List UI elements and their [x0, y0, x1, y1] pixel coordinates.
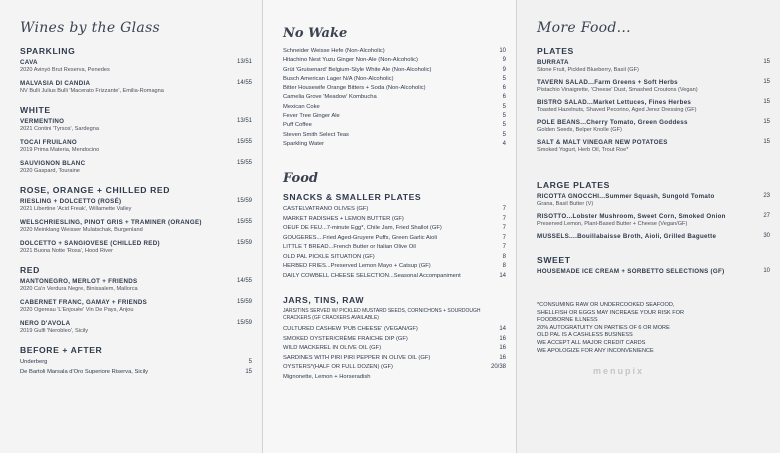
section-large-plates: LARGE PLATES [537, 180, 610, 190]
wine-item: CAVA 2020 Avinyó Brut Reserva, Penedes 13/51 [20, 59, 252, 73]
dish-item: TAVERN SALAD...Farm Greens + Soft Herbs Pistachio Vinaigrette, 'Cheese' Dust, Smashed Croutons (Vegan) 15 [537, 79, 770, 93]
list-item: MARKET RADISHES + LEMON BUTTER (GF) 7 [283, 215, 506, 222]
list-item: LITTLE T BREAD...French Butter or Italian Olive Oil 7 [283, 244, 506, 251]
list-item: Fever Tree Ginger Ale 5 [283, 113, 506, 120]
no-wake-title: No Wake [283, 26, 348, 41]
list-item: CASTELVATRANO OLIVES (GF) 7 [283, 206, 506, 213]
section-white: WHITE [20, 105, 51, 115]
list-item: Underberg 5 [20, 359, 252, 365]
wines-panel [0, 0, 262, 453]
wine-item: SAUVIGNON BLANC 2020 Gaspard, Touraine 15/55 [20, 160, 252, 174]
wine-item: VERMENTINO 2021 Contini 'Tyrsos', Sardegna 13/51 [20, 118, 252, 132]
list-item: Grüt 'Gruisenard' Belgium-Style White Ale (Non-Alcoholic) 9 [283, 66, 506, 73]
list-item: GOUGERES....Fried Aged-Gruyere Puffs, Green Garlic Aioli 7 [283, 234, 506, 241]
wine-item: MALVASIA DI CANDIA NV Bulli Julius Bulli 'Macerato Frizzante', Emilia-Romagna 14/55 [20, 80, 252, 94]
dish-item: HOUSEMADE ICE CREAM + SORBETTO SELECTIONS (GF) 10 [537, 268, 770, 275]
list-item: De Bartoli Marsala d'Oro Superiore Riserva, Sicily 15 [20, 368, 252, 375]
wine-item: WELSCHRIESLING, PINOT GRIS + TRAMINER (ORANGE) 2020 Meinklang Weisser Mulatschak, Burgenland 15/55 [20, 219, 252, 233]
list-item: Steven Smith Select Teas 5 [283, 131, 506, 138]
dish-item: RICOTTA GNOCCHI...Summer Squash, Sungold Tomato Grana, Basil Butter (V) 23 [537, 193, 770, 207]
food-title: Food [283, 171, 318, 187]
wine-item: CABERNET FRANC, GAMAY + FRIENDS 2020 Ogereau 'L'Enjouée' Vin De Pays, Anjou 15/59 [20, 299, 252, 313]
list-item: SARDINES WITH PIRI PIRI PEPPER IN OLIVE OIL (GF) 16 [283, 354, 506, 361]
list-item: SMOKED OYSTER/CRÈME FRAICHE DIP (GF) 16 [283, 335, 506, 342]
list-item: Bitter Housewife Orange Bitters + Soda (Non-Alcoholic) 6 [283, 85, 506, 92]
watermark: menupix [593, 366, 645, 376]
section-sweet: SWEET [537, 255, 571, 265]
list-item: Puff Coffee 5 [283, 122, 506, 129]
wine-item: RIESLING + DOLCETTO (ROSÉ) 2021 Libertine 'Acid Freak', Willamette Valley 15/59 [20, 198, 252, 212]
section-plates: PLATES [537, 46, 574, 56]
list-item: CULTURED CASHEW 'PUB CHEESE' (VEGAN/GF) 14 [283, 326, 506, 333]
list-item: HERBED FRIES...Preserved Lemon Mayo + Catsup (GF) 8 [283, 263, 506, 270]
wines-title: Wines by the Glass [20, 20, 161, 36]
dish-item: RISOTTO...Lobster Mushroom, Sweet Corn, Smoked Onion Preserved Lemon, Plant-Based Butter + Cheese (Vegan/GF) 27 [537, 213, 770, 227]
list-item: OLD PAL PICKLE SITUATION (GF) 8 [283, 253, 506, 260]
jars-subtitle: JARS/TINS SERVED W/ PICKLED MUSTARD SEEDS, CORNICHONS + SOURDOUGH CRACKERS (GF CRACKERS AVAILABLE) [283, 308, 481, 321]
list-item: WILD MACKEREL IN OLIVE OIL (GF) 16 [283, 345, 506, 352]
wine-item: DOLCETTO + SANGIOVESE (CHILLED RED) 2021 Buona Notte 'Rosa', Hood River 15/59 [20, 240, 252, 254]
list-item: Sparkling Water 4 [283, 140, 506, 147]
list-item: OYSTERS*(HALF OR FULL DOZEN) (GF) 20/38 [283, 364, 506, 371]
menu-notes: *CONSUMING RAW OR UNDERCOOKED SEAFOOD, SHELLFISH OR EGGS MAY INCREASE YOUR RISK FOR FOODBORNE ILLNESS 20% AUTOGRATUITY ON PARTIES OF 6 OR MORE OLD PAL IS A CASHLESS BUSINESS WE ACCEPT ALL MAJOR CREDIT CARDS WE APOLOGIZE FOR ANY INCONVENIENCE [537, 302, 685, 354]
list-item: Hitachino Nest Yuzu Ginger Non-Ale (Non-Alcoholic) 9 [283, 57, 506, 64]
dish-item: SALT & MALT VINEGAR NEW POTATOES Smoked Yogurt, Herb Oil, Trout Roe* 15 [537, 139, 770, 153]
list-item: Mexican Coke 5 [283, 103, 506, 110]
drinks-food-panel [262, 0, 517, 453]
no-wake-list [275, 47, 506, 149]
wine-item: TOCAI FRUILANO 2019 Prima Materia, Mendocino 15/55 [20, 139, 252, 153]
more-food-title: More Food... [537, 20, 631, 36]
section-before-after: BEFORE + AFTER [20, 345, 103, 355]
dish-item: POLE BEANS...Cherry Tomato, Green Goddess Golden Seeds, Belper Knolle (GF) 15 [537, 119, 770, 133]
list-item: Mignonette, Lemon + Horseradish [283, 373, 371, 380]
list-item: Busch American Lager N/A (Non-Alcoholic) 5 [283, 75, 506, 82]
list-item: Schneider Weisse Hefe (Non-Alcoholic) 10 [283, 48, 506, 54]
list-item: Camelia Grove 'Meadow' Kombucha 6 [283, 94, 506, 101]
list-item: DAILY COWBELL CHEESE SELECTION...Seasonal Accompaniment 14 [283, 272, 506, 279]
section-red: RED [20, 265, 40, 275]
section-snacks: SNACKS & SMALLER PLATES [283, 192, 422, 203]
wine-item: MANTONEGRO, MERLOT + FRIENDS 2020 Ca'n Verdura Negre, Binissalem, Mallorca 14/55 [20, 278, 252, 292]
wine-item: NERO D'AVOLA 2019 Gulfi 'Nerobleo', Sicily 15/59 [20, 320, 252, 334]
dish-item: BISTRO SALAD...Market Lettuces, Fines Herbes Toasted Hazelnuts, Shaved Pecorino, Aged Jerez Dressing (GF) 15 [537, 99, 770, 113]
section-sparkling: SPARKLING [20, 46, 76, 56]
more-food-panel [517, 0, 780, 453]
section-rose-orange-red: ROSE, ORANGE + CHILLED RED [20, 185, 171, 195]
dish-item: BURRATA Stone Fruit, Pickled Blueberry, Basil (GF) 15 [537, 59, 770, 73]
section-jars: JARS, TINS, RAW [283, 295, 365, 306]
dish-item: MUSSELS....Bouillabaisse Broth, Aioli, Grilled Baguette 30 [537, 233, 770, 240]
list-item: OEUF DE FEU...7-minute Egg*, Chile Jam, Fried Shallot (GF) 7 [283, 225, 506, 232]
